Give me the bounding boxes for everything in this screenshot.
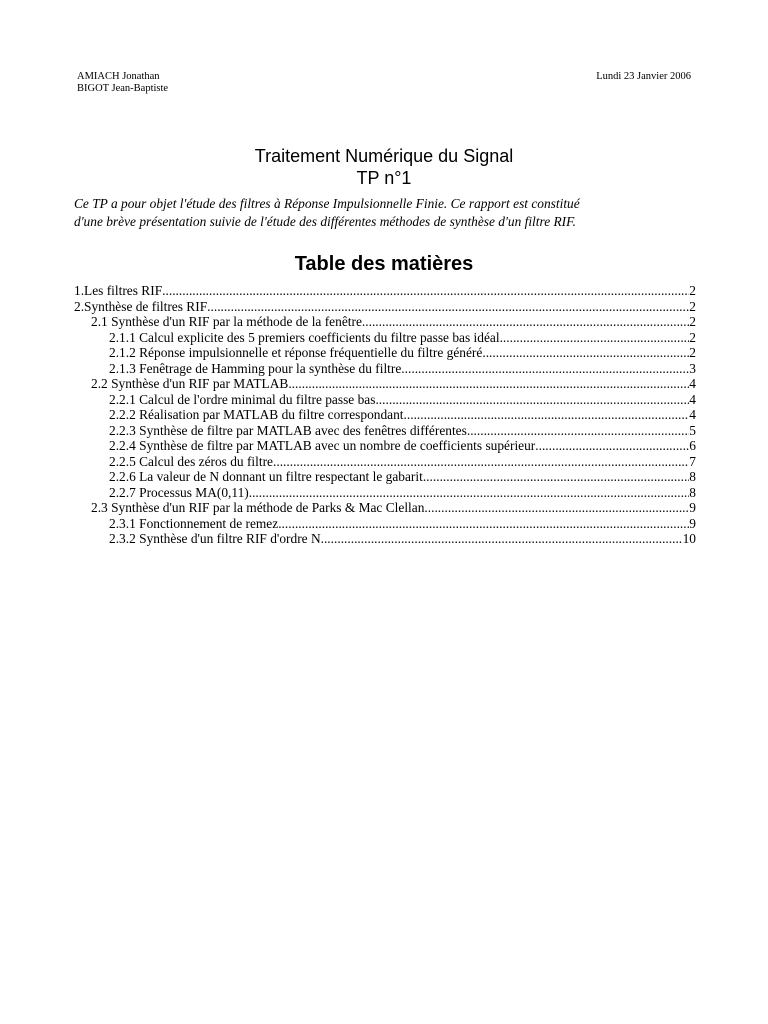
toc-entry-title: 2.2.3 Synthèse de filtre par MATLAB avec des fenêtres différentes — [109, 422, 467, 438]
toc-entry[interactable] — [74, 407, 696, 423]
toc-entry-title: 2.Synthèse de filtres RIF — [74, 298, 208, 314]
leader-dots — [375, 392, 689, 408]
toc-entry-page: 3 — [689, 360, 696, 376]
toc-entry[interactable] — [74, 485, 696, 501]
toc-entry[interactable] — [74, 438, 696, 454]
toc-entry-page: 2 — [689, 298, 696, 314]
toc-entry-page: 2 — [689, 314, 696, 329]
leader-dots — [404, 407, 690, 423]
toc-entry-page: 2 — [689, 283, 696, 298]
toc-entry-title: 2.1.1 Calcul explicite des 5 premiers coefficients du filtre passe bas idéal — [109, 329, 500, 345]
leader-dots — [321, 531, 683, 547]
toc-entry[interactable] — [74, 376, 696, 392]
authors — [77, 71, 168, 95]
toc-entry-title: 2.2.5 Calcul des zéros du filtre — [109, 453, 273, 469]
toc-entry-title: 2.3 Synthèse d'un RIF par la méthode de Parks & Mac Clellan — [91, 500, 425, 515]
toc-entry-page: 9 — [689, 515, 696, 531]
toc-entry-page: 4 — [689, 391, 696, 407]
toc-entry-title: 2.3.2 Synthèse d'un filtre RIF d'ordre N — [109, 531, 321, 546]
toc-entry[interactable] — [74, 361, 696, 377]
toc-entry-title: 2.3.1 Fonctionnement de remez — [109, 515, 279, 531]
author-name: AMIACH Jonathan — [77, 71, 160, 82]
toc-entry-page: 8 — [689, 484, 696, 500]
toc-entry-page: 8 — [689, 469, 696, 484]
toc-entry-title: 2.2.2 Réalisation par MATLAB du filtre correspondant — [109, 407, 404, 422]
subtitle-line: TP n°1 — [356, 168, 412, 188]
document-date: Lundi 23 Janvier 2006 — [596, 71, 691, 82]
toc-entry-title: 2.1 Synthèse d'un RIF par la méthode de la fenêtre — [91, 314, 362, 329]
toc-entry[interactable] — [74, 392, 696, 408]
toc-entry-page: 6 — [689, 438, 696, 453]
intro-line: d'une brève présentation suivie de l'étude des différentes méthodes de synthèse d'un filtre RIF. — [74, 214, 576, 229]
toc-entry[interactable] — [74, 423, 696, 439]
leader-dots — [500, 330, 690, 346]
author-name: BIGOT Jean-Baptiste — [77, 83, 169, 94]
table-of-contents — [74, 283, 696, 547]
toc-entry[interactable] — [74, 345, 696, 361]
toc-entry[interactable] — [74, 531, 696, 547]
toc-entry[interactable] — [74, 469, 696, 485]
toc-entry[interactable] — [74, 516, 696, 532]
toc-entry-page: 4 — [689, 376, 696, 391]
toc-entry-title: 2.2.4 Synthèse de filtre par MATLAB avec un nombre de coefficients supérieur — [109, 438, 536, 453]
toc-entry[interactable] — [74, 454, 696, 470]
toc-entry[interactable] — [74, 330, 696, 346]
toc-entry-page: 5 — [689, 422, 696, 438]
leader-dots — [535, 438, 689, 454]
intro-paragraph — [74, 195, 694, 231]
toc-entry-title: 2.2 Synthèse d'un RIF par MATLAB — [91, 376, 289, 391]
title-line: Traitement Numérique du Signal — [254, 146, 514, 166]
toc-entry[interactable] — [74, 299, 696, 315]
toc-entry-title: 2.2.7 Processus MA(0,11) — [109, 484, 249, 500]
leader-dots — [278, 516, 689, 532]
leader-dots — [482, 345, 689, 361]
leader-dots — [249, 485, 690, 501]
leader-dots — [401, 361, 689, 377]
toc-entry-page: 10 — [682, 531, 696, 546]
toc-entry-page: 2 — [689, 329, 696, 345]
toc-entry-title: 2.2.6 La valeur de N donnant un filtre respectant le gabarit — [109, 469, 423, 484]
leader-dots — [207, 299, 689, 315]
toc-entry-title: 2.2.1 Calcul de l'ordre minimal du filtre passe bas — [109, 391, 376, 407]
toc-entry[interactable] — [74, 283, 696, 299]
document-title — [0, 145, 768, 189]
toc-entry-page: 2 — [689, 345, 696, 360]
leader-dots — [273, 454, 689, 470]
leader-dots — [424, 500, 689, 516]
leader-dots — [423, 469, 689, 485]
leader-dots — [288, 376, 689, 392]
toc-entry-title: 2.1.2 Réponse impulsionnelle et réponse fréquentielle du filtre généré — [109, 345, 483, 360]
toc-entry-page: 4 — [689, 407, 696, 422]
toc-entry[interactable] — [74, 314, 696, 330]
toc-entry-title: 2.1.3 Fenêtrage de Hamming pour la synthèse du filtre — [109, 360, 402, 376]
leader-dots — [467, 423, 689, 439]
leader-dots — [162, 283, 689, 299]
toc-entry-page: 7 — [689, 453, 696, 469]
leader-dots — [362, 314, 689, 330]
toc-entry-title: 1.Les filtres RIF — [74, 283, 163, 298]
toc-entry-page: 9 — [689, 500, 696, 515]
intro-line: Ce TP a pour objet l'étude des filtres à Réponse Impulsionnelle Finie. Ce rapport est constitué — [74, 196, 580, 211]
toc-entry[interactable] — [74, 500, 696, 516]
toc-heading: Table des matières — [294, 253, 474, 275]
